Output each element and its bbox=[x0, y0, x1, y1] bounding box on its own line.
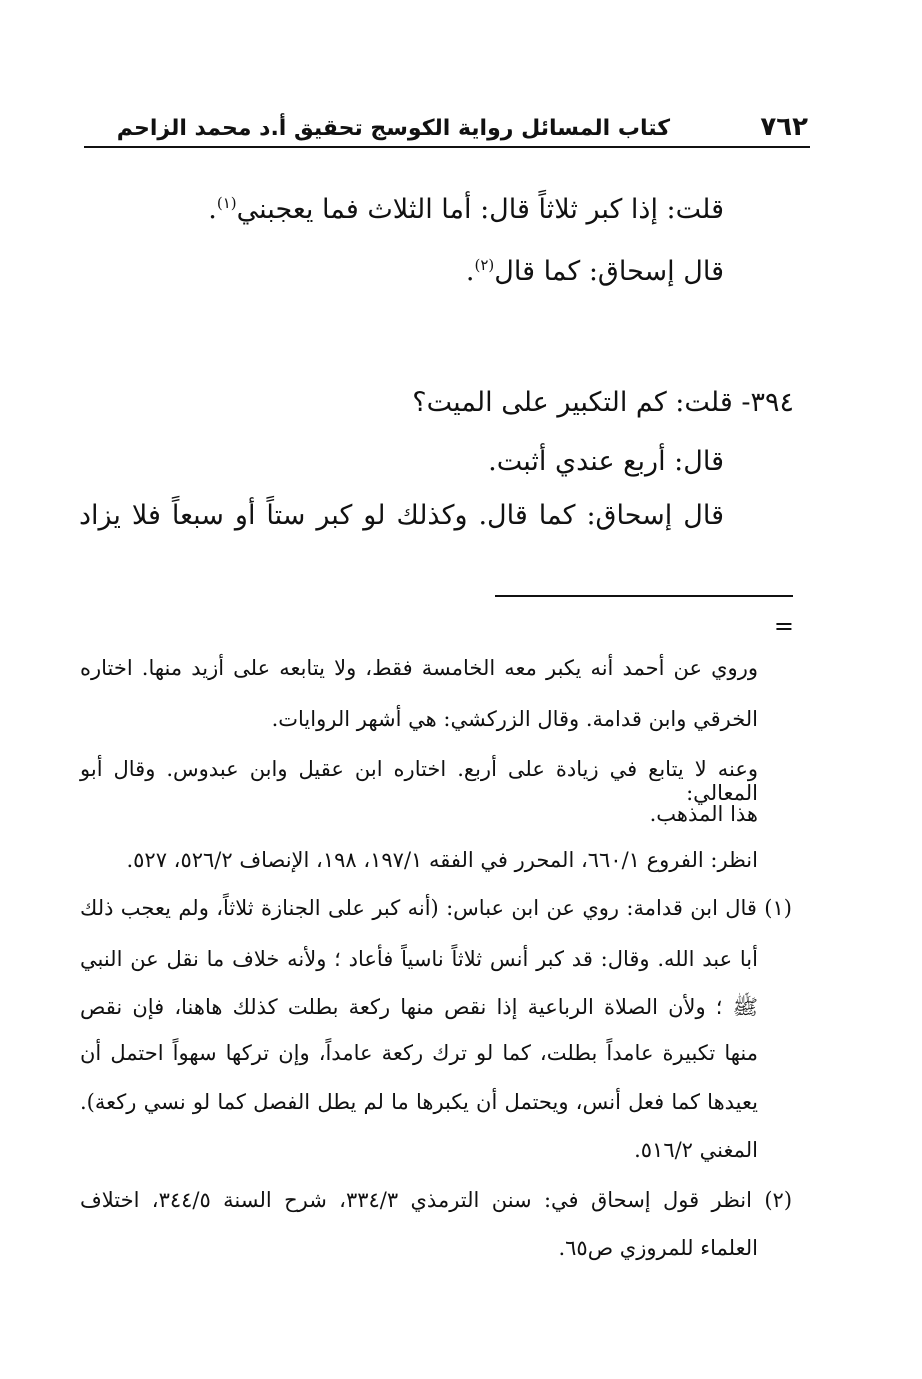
footnote-1-line: أبا عبد الله. وقال: قد كبر أنس ثلاثاً ناسياً فأعاد ؛ ولأنه خلاف ما نقل عن النبي bbox=[80, 947, 758, 971]
body-line-2-text: قال إسحاق: كما قال bbox=[494, 256, 724, 287]
header-rule bbox=[84, 146, 810, 148]
running-title: كتاب المسائل رواية الكوسج تحقيق أ.د محمد الزاحم bbox=[116, 116, 670, 141]
footnote-line: وعنه لا يتابع في زيادة على أربع. اختاره ابن عقيل وابن عبدوس. وقال أبو المعالي: bbox=[80, 757, 758, 805]
body-line-5: قال إسحاق: كما قال. وكذلك لو كبر ستاً أو سبعاً فلا يزاد bbox=[79, 500, 724, 531]
body-line-4: قال: أربع عندي أثبت. bbox=[488, 446, 724, 477]
body-line-2 bbox=[466, 256, 724, 287]
footnote-continued-mark: = bbox=[773, 612, 794, 640]
page-number: ٧٦٢ bbox=[760, 112, 808, 142]
footnote-line: الخرقي وابن قدامة. وقال الزركشي: هي أشهر الروايات. bbox=[271, 707, 758, 731]
question-394: ٣٩٤- قلت: كم التكبير على الميت؟ bbox=[412, 387, 794, 418]
footnote-1-line: ﷺ ؛ ولأن الصلاة الرباعية إذا نقص منها ركعة بطلت كذلك هاهنا، فإن نقص bbox=[80, 995, 758, 1019]
footnote-1-line: يعيدها كما فعل أنس، ويحتمل أن يكبرها ما لم يطل الفصل كما لو نسي ركعة). bbox=[80, 1090, 758, 1114]
page-header bbox=[84, 108, 810, 144]
footnote-separator bbox=[495, 595, 793, 597]
footnote-1-line: (١) قال ابن قدامة: روي عن ابن عباس: (أنه كبر على الجنازة ثلاثاً، ولم يعجب ذلك bbox=[80, 896, 792, 920]
footnote-ref-1: (١) bbox=[216, 194, 237, 212]
body-line-1-text: قلت: إذا كبر ثلاثاً قال: أما الثلاث فما يعجبني bbox=[236, 194, 724, 225]
body-line-1 bbox=[208, 194, 724, 225]
body-line-2-end: . bbox=[465, 256, 475, 287]
footnote-line: وروي عن أحمد أنه يكبر معه الخامسة فقط، ولا يتابعه على أزيد منها. اختاره bbox=[80, 656, 758, 680]
footnote-1-line: المغني ٥١٦/٢. bbox=[634, 1138, 758, 1162]
footnote-line: هذا المذهب. bbox=[649, 802, 758, 826]
footnote-2-line: العلماء للمروزي ص٦٥. bbox=[558, 1236, 758, 1260]
footnote-ref-2: (٢) bbox=[474, 256, 495, 274]
footnote-2-line: (٢) انظر قول إسحاق في: سنن الترمذي ٣٣٤/٣، شرح السنة ٣٤٤/٥، اختلاف bbox=[80, 1188, 793, 1212]
footnote-1-line: منها تكبيرة عامداً بطلت، كما لو ترك ركعة عامداً، وإن تركها سهواً احتمل أن bbox=[80, 1041, 758, 1065]
footnote-line: انظر: الفروع ٦٦٠/١، المحرر في الفقه ١٩٧/١، ١٩٨، الإنصاف ٥٢٦/٢، ٥٢٧. bbox=[126, 848, 758, 872]
body-line-1-end: . bbox=[208, 194, 217, 225]
